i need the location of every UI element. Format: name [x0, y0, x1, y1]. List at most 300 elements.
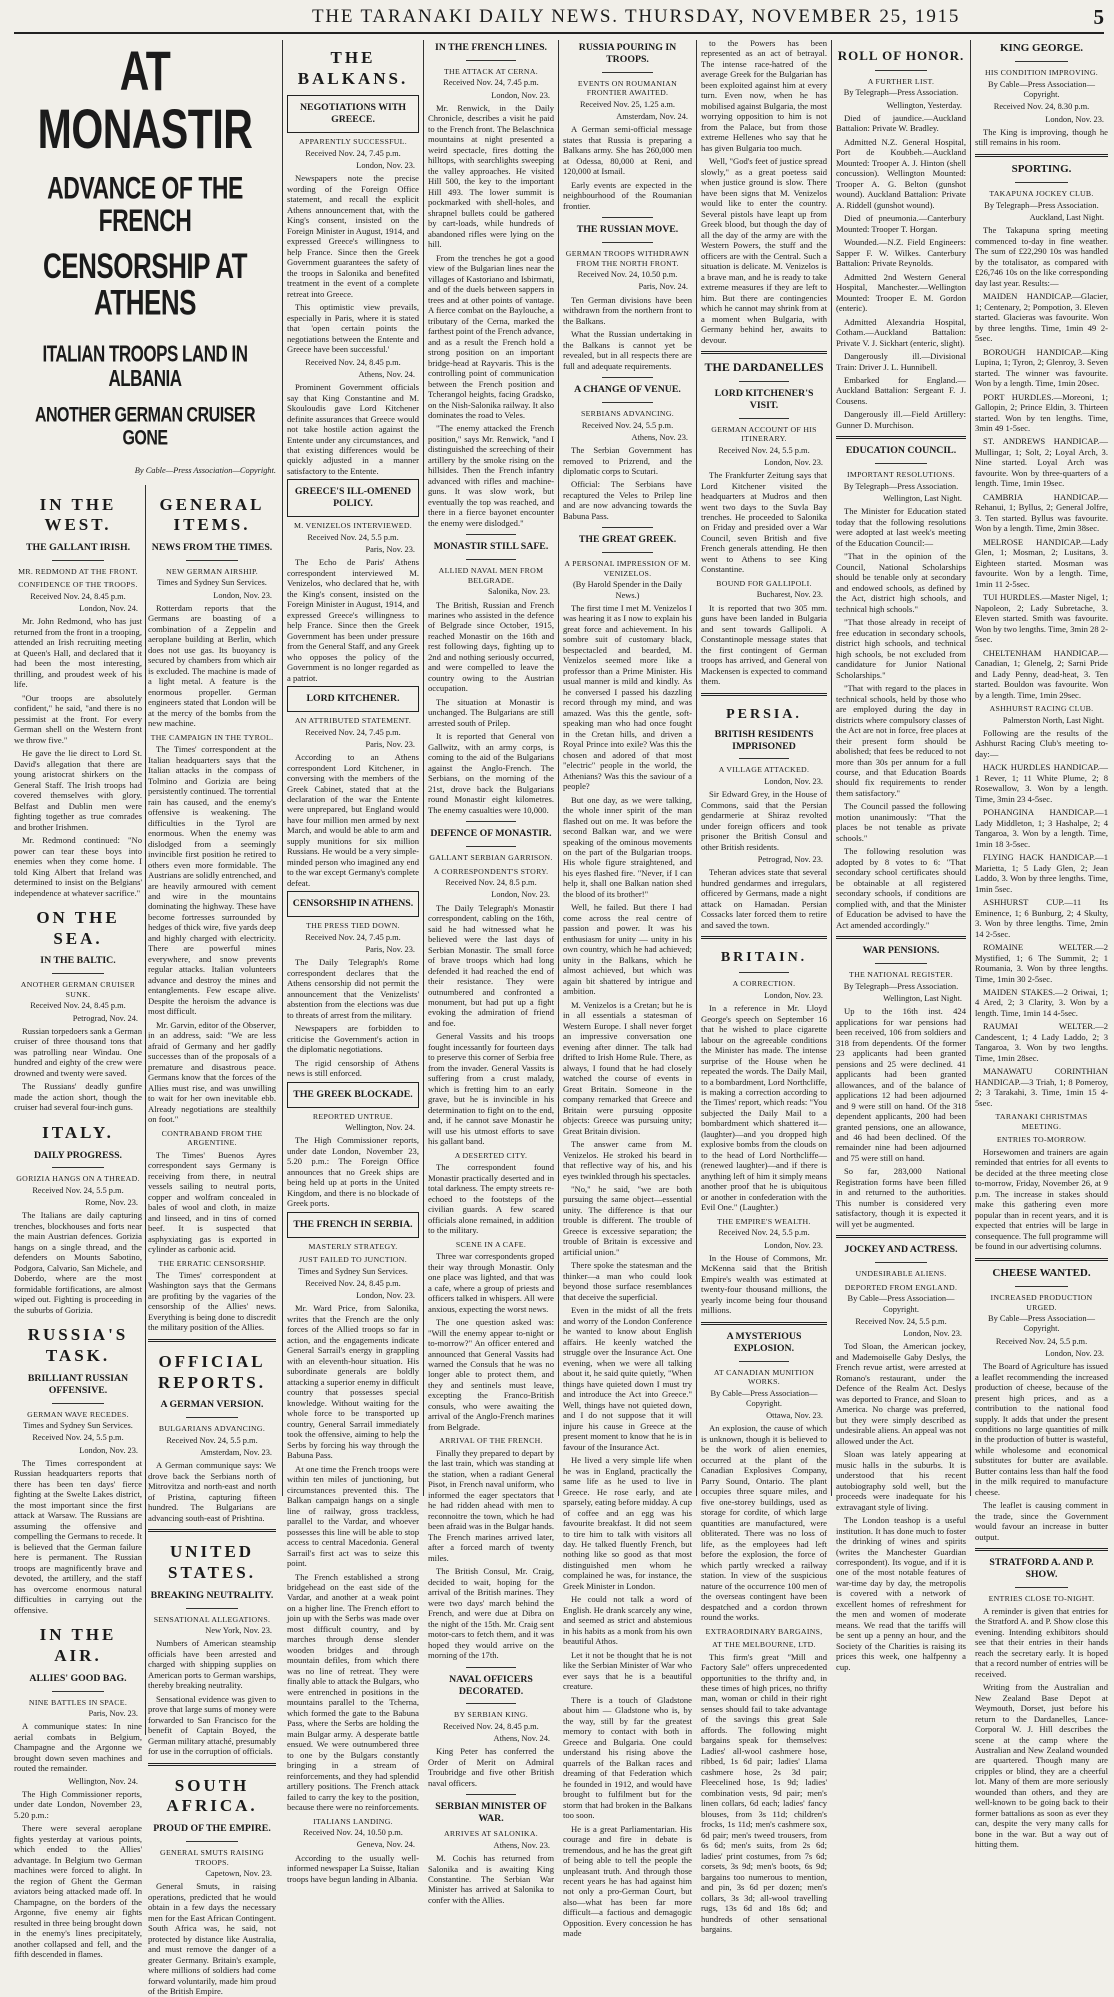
paragraph: The Italians are daily capturing trenches, blockhouses and forts near the main Austrian defences. Gorizia hangs on a single thread, and the defenders on Mounts Sabotino, Podgora, Calvario, San Michele, and Doberdo, where are the most formidable fortifications, are almost wiped out. Fighting is proceeding in the suburbs of Gorizia.: [14, 1210, 142, 1315]
paragraph: Admitted Alexandria Hospital, Cotham.—Auckland Battalion: Private V. J. Sickhart (enteric, slight).: [836, 316, 966, 348]
paragraph: Early events are expected in the neighbourhood of the Roumanian frontier.: [563, 179, 692, 211]
paragraph: At one time the French troops were within ten miles of junctioning, but circumstances prevented this. The Balkan campaign hangs on a single line of railway, gross trackless, parallel to the Vardar, and whoever possesses this line will be able to stop access to central Macedonia. General Sarrail's first act was to seize this point.: [287, 1463, 419, 1569]
paragraph: POHANGINA HANDICAP.—1 Lady Middleton, 1; 3 Hashalpe, 2; 4 Tangaroa, 3. Won by a length. Time, 1min 18 3-5sec.: [975, 807, 1108, 849]
dateline: Received Nov. 25, 1.25 a.m.: [579, 99, 676, 109]
paragraph: The Times' Buenos Ayres correspondent says Germany is receiving from there, in neutral vessels sailing to neutral ports, copper and wolfram concealed in bales of wool and cloth, in maize and linseed, and in tins of corned beef. It is suspected that asphyxiating gas is exported in cylinder as carbonic acid.: [148, 1149, 276, 1255]
dateline: By Cable—Press Association—Copyright.: [847, 1294, 955, 1314]
dateline: Received Nov. 24, 5.5 p.m.: [32, 1185, 124, 1195]
paragraph: It is reported that two 305 mm. guns have been landed in Bulgaria and sent towards Gallipoli. A Constantinople message states that the first contingent of German troops has arrived, and General von Mackensen is expected to command them.: [701, 602, 827, 687]
sub-heading: THE GREAT GREEK.: [578, 534, 677, 546]
dateline-place: Paris, Nov. 23.: [88, 1709, 138, 1719]
paragraph: He lived a very simple life when he was in England, practically the same life as he used to live in Greece. He rose early, and ate sparsely, eating before midday. A cup of coffee and an egg was his favourite breakfast. It did not seem to tire him to talk with visitors all day. He talked fluently French, but nothing like so good as that most distinguished men whom he complained he was, for instance, the Greek Minister in London.: [563, 1455, 692, 1591]
paragraph: He is a great Parliamentarian. His courage and fire in debate is tremendous, and he has the great gift of being able to tell the people the unpleasant truth. And through those recent years he has had against him not only a pro-German Court, but also—what has been far more difficult—a factious and demagogic Opposition. Every concession he has made: [563, 1823, 692, 1939]
dateline: Times and Sydney Sun Services.: [157, 578, 267, 588]
dateline-place: Athens, Nov. 23.: [493, 1840, 550, 1850]
dateline-place: Wellington, Last Night.: [883, 494, 962, 504]
section-heading: RUSSIA'S TASK.: [27, 1325, 129, 1366]
paragraph: HACK HURDLES HANDICAP.—1 Rever, 1; 11 White Plume, 2; 8 Rosewallow, 3. Won by a length. Time, 3min 23 4-5sec.: [975, 762, 1108, 804]
dateline: By Telegraph—Press Association.: [843, 981, 959, 991]
rule-heading: ALLIED NAVAL MEN FROM BELGRADE.: [438, 566, 544, 585]
dateline-place: Amsterdam, Nov. 24.: [616, 112, 688, 122]
paragraph: A German semi-official message states that Russia is preparing a Balkans army. She has 260,000 men at Odessa, 80,000 at Reni, and 120,000 at Ismail.: [563, 124, 692, 177]
dateline: Received Nov. 24, 5.5 p.m.: [718, 1228, 810, 1238]
paragraph: Died of jaundice.—Auckland Battalion: Private W. Bradley.: [836, 112, 966, 134]
paragraph: PORT HURDLES.—Moreoni, 1; Gallopin, 2; Prince Eldin, 3. Thirteen started. Won by ten lengths. Time, 3min 49 1-5sec.: [975, 391, 1108, 433]
sub-heading: NEGOTIATIONS WITH GREECE.: [299, 102, 407, 126]
paragraph: The High Commissioner reports, under date London, November 23, 5.20 p.m.: The Foreign Office announces that no Greek ships are being held up at ports in the United Kingdom, and there is no blockade of Greek ports.: [287, 1135, 419, 1209]
paragraph: The one question asked was: "Will the enemy appear to-night or to-morrow?" An officer entered and announced that General Vassits had warned the Consuls that he was no longer able to protect them, and they and sentinels must leave, excepting the Franco-British consuls, who were awaiting the arrival of the Anglo-French marines from Belgrade.: [428, 1317, 554, 1432]
paragraph: The correspondent found Monastir practically deserted and in total darkness. The empty streets re-echoed to the footsteps of the civilian guards. A few scared officials alone remained, in addition to the military.: [428, 1162, 554, 1236]
section-heading: GENERAL ITEMS.: [159, 494, 265, 535]
paragraph: ROMAINE WELTER.—2 Mystified, 1; 6 The Summit, 2; 1 Roumania, 3. Won by three lengths. Time, 1min 30 2-5sec.: [975, 942, 1108, 984]
sub-heading: RUSSIA POURING IN TROOPS.: [578, 42, 677, 65]
paragraph: CHELTENHAM HANDICAP.—Canadian, 1; Glenelg, 2; Sarni Pride and Lady Penny, dead-heat, 3. Ten started. Bouldon was favourite. Won by a length. Time, 1min 29sec.: [975, 647, 1108, 700]
dateline-place: Paris, Nov. 23.: [365, 739, 415, 749]
russia-column: [563, 38, 692, 1939]
rule-heading: GALLANT SERBIAN GARRISON.: [429, 853, 553, 863]
dateline: By Cable—Press Association—Copyright.: [987, 79, 1095, 100]
sub-heading: BRILLIANT RUSSIAN OFFENSIVE.: [27, 1372, 129, 1396]
column-divider: [423, 40, 424, 1496]
rule-heading: JUST FAILED TO JUNCTION.: [299, 1255, 407, 1265]
dateline-place: London, Nov. 23.: [79, 1445, 138, 1455]
sub-heading: THE RUSSIAN MOVE.: [576, 224, 679, 236]
rule-heading: CONFIDENCE OF THE TROOPS.: [18, 580, 138, 590]
paragraph: The King is improving, though he still remains in his room.: [975, 126, 1108, 148]
dateline-place: London, Nov. 23.: [764, 776, 823, 786]
dateline-place: London, Nov. 23.: [356, 1291, 415, 1301]
dateline: By Telegraph—Press Association.: [843, 88, 959, 98]
section-heading: IN THE WEST.: [39, 494, 117, 535]
paragraph: ST. ANDREWS HANDICAP.—Mullingar, 1; Solt, 2; Loyal Arch, 3. Nine started. Loyal Arch was favourite. Won by three-quarters of a length. Time, 1min 19sec.: [975, 436, 1108, 489]
paragraph: But one day, as we were talking, the whole inner spirit of the man flashed out on me. It was before the second Balkan war, and we were speaking of the ominous movements on the part of the Bulgarian troops. His whole figure straightened, and his eyes flashed fire. "Never, if I can help it, shall one Balkan nation shed the blood of its brother!": [563, 794, 692, 899]
sub-heading: GREECE'S ILL-OMENED POLICY.: [294, 486, 412, 510]
dateline: Received Nov. 24, 5.5 p.m.: [166, 1435, 258, 1445]
dateline-place: London, Nov. 23.: [1045, 1348, 1104, 1358]
paragraph: There spoke the statesman and the thinker—a man who could look beyond those surface resemblances that deceive the superficial.: [563, 1260, 692, 1302]
column-divider: [696, 40, 697, 1496]
sub-heading: CHEESE WANTED.: [992, 1266, 1091, 1279]
masthead: [0, 0, 1114, 34]
masthead-title: THE TARANAKI DAILY NEWS. THURSDAY, NOVEMBER 25, 1915: [312, 6, 961, 27]
dateline-place: London, Nov. 23.: [213, 590, 272, 600]
rule-heading: MR. REDMOND AT THE FRONT.: [18, 566, 138, 576]
paragraph: Newspapers are forbidden to criticise the Government's action in the diplomatic negotiations.: [287, 1023, 419, 1055]
sub-heading: WAR PENSIONS.: [862, 945, 940, 957]
rule-heading: GENERAL SMUTS RAISING TROOPS.: [160, 1848, 264, 1867]
paragraph: From the trenches he got a good view of the Bulgarian lines near the villages of Kastoriano and Isbirmati, and of the duels between sappers in trees and at other points of vantage. A fierce combat on the Baylouche, a tributary of the Cerna, marked the farthest point of the French advance, and as a result the French hold a strong position on an important bridge-head at Rayvaris. This is the controlling point of communication between the French position and Tcherangol heights, facing Gradsko, on the Nish-Salonika railway. It also dominates the road to Veles.: [428, 252, 554, 420]
dateline: Received Nov. 24, 8.30 p.m.: [993, 102, 1090, 112]
dateline: Received Nov. 24, 7.45 p.m.: [305, 148, 401, 158]
rule-heading: REPORTED UNTRUE.: [312, 1111, 394, 1121]
dateline-place: Amsterdam, Nov. 23.: [200, 1448, 272, 1458]
paragraph: Sloan was lately appearing at music halls in the suburbs. It is understood that his recent autobiography sold well, but the proceeds were inadequate for his extravagant style of living.: [836, 1449, 966, 1512]
dateline: Received Nov. 24, 8.45 p.m.: [30, 591, 126, 601]
section-heading: ITALY.: [42, 1122, 114, 1142]
rule-heading: THE ATTACK AT CERNA.: [443, 66, 539, 76]
paragraph: The Times' correspondent at Washington says that the Germans are profiting by the vagaries of the censorship of the Allies' news. Everything is being done to discredit the military position of the Allies.: [148, 1270, 276, 1333]
section-heading: OFFICIAL REPORTS.: [158, 1351, 266, 1392]
deck-headline: ADVANCE OF THE FRENCH: [47, 170, 243, 238]
dateline-place: Rome, Nov. 23.: [85, 1198, 138, 1208]
paragraph: "That with regard to the places in technical schools, held by those who are employed during the day in districts where compulsory classes of the Act are not in force, free places at their present form should be abolished; that fees be reduced to not more than 30s per annum for a full course, and that Education Boards should fix requirements to render them satisfactory.": [836, 683, 966, 798]
dateline: Received Nov. 24, 7.45 p.m.: [305, 932, 401, 942]
section-heading: SOUTH AFRICA.: [166, 1775, 258, 1816]
paragraph: A communique states: In nine aerial combats in Belgium, Champagne and the Argonne we brought down seven machines and routed the remainder.: [14, 1721, 142, 1774]
dateline: Received Nov. 24, 5.5 p.m.: [718, 445, 810, 455]
roll-of-honor-column: [836, 38, 966, 1672]
rule-heading: ARRIVAL OF THE FRENCH.: [439, 1436, 543, 1446]
masthead-rule: [14, 32, 1104, 34]
paragraph: The Daily Telegraph's Monastir correspondent, cabling on the 16th, said he had witnessed what he believed were the last days of Serbian Monastir. The small force of brave troops which had long defended it had reached the end of their resistance. They were outnumbered and confronted a monument, but had put up a fight evoking the admiration of friend and foe.: [428, 902, 554, 1028]
paragraph: "That in the opinion of the Council, National Scholarships should be tenable only at secondary and endowed schools, as defined by the Act, district high schools, and technical high schools.": [836, 551, 966, 614]
dateline-place: Wellington, Nov. 24.: [68, 1776, 138, 1786]
dateline-place: Palmerston North, Last Night.: [1002, 715, 1104, 725]
section-heading: IN THE AIR.: [39, 1625, 117, 1665]
headline-box: [287, 95, 419, 133]
paragraph: Well, "God's feet of justice spread slowly," as a great poetess said when justice ground is slow. There have been signs that M. Venizelos would like to enter the country. Several pistols have leapt up from Greek blood, but though the day of all the day of the army are with the Western Powers, the stuff and the officers are with the Central. Such a situation is delicate. M. Venizelos is a brave man, and he is ready to take extreme measures if they are left to him. But there are contingencies which he cannot may shrink from at a moment when Bulgaria, with Germany behind her, awaits to devour.: [701, 156, 827, 345]
paragraph: Ten German divisions have been withdrawn from the northern front to the Balkans.: [563, 294, 692, 326]
rule-heading: ASHHURST RACING CLUB.: [989, 704, 1094, 714]
headline-box: [287, 1212, 419, 1238]
paragraph: to the Powers has been represented as an act of betrayal. The intense race-hatred of the average Greek for the Bulgarian has been exploited against him at every turn. Even now, when he has mobilised against Bulgaria, the most worrying opposition to him is not from the Palace, but from those extreme Hellenes who say that he has given Bulgaria too much.: [701, 38, 827, 153]
paragraph: The Echo de Paris' Athens correspondent interviewed M. Venizelos, who declared that he, with the King's consent, insisted on the Foreign Minister in August, 1914, and expressed Greece's willingness to help France. Since then the Greek Government has been under pressure from the General Staff, and any Greek who opposes the policy of the Government is no longer regarded as a patriot.: [287, 557, 419, 683]
paragraph: There is a touch of Gladstone about him — Gladstone who is, by the way, still by far the greatest memory to contact with both in Greece and Bulgaria. One could understand his rising above the quarrels of the Balkan races and dreaming of that Federation which he founded in 1912, and would have brought to fulfilment but for the storm that had broken in the Balkans too soon.: [563, 1694, 692, 1821]
paragraph: Up to the 16th inst. 424 applications for war pensions had been received, 106 from soldiers and 318 from dependents. Of the former 23 applicants had been granted pensions and 25 were declined. 41 applicants had been granted allowances, and of the balance of applications 12 had been adjourned and 9 were still on hand. Of the 318 dependent applicants, 200 had been granted pensions, one an allowance, and 46 had been declined. Of the remainder nine had been adjourned and 75 were still on hand.: [836, 1006, 966, 1163]
paragraph: MAIDEN STAKES.—2 Oriwai, 1; 4 Ared, 2; 3 Clarity, 3. Won by a length. Time, 1min 14 4-5sec.: [975, 987, 1108, 1018]
sub-heading: SPORTING.: [1011, 162, 1072, 175]
paragraph: Tod Sloan, the American jockey, and Mademoiselle Gaby Deslys, the French revue artist, were arrested at Romano's restaurant, under the Defence of the Realm Act. Deslys was deported to France, and Sloan to America. No charge was preferred, but they were simply described as undesirable aliens. An appeal was not allowed under the Act.: [836, 1341, 966, 1446]
paragraph: FLYING HACK HANDICAP.—1 Marietta, 1; 5 Lady Glen, 2; Jean Laddo, 3. Won by three lengths. Time, 1min 5sec.: [975, 852, 1108, 894]
rule-heading: EVENTS ON ROUMANIAN FRONTIER AWAITED.: [577, 78, 678, 98]
lead-story-column: [14, 38, 276, 1997]
rule-heading: NEW GERMAN AIRSHIP.: [166, 566, 258, 576]
column-divider: [145, 485, 146, 1735]
paragraph: The Daily Telegraph's Rome correspondent declares that the Athens censorship did not permit the announcement that the Venizelists' abstention from the elections was due to threats of arrest from the military.: [287, 957, 419, 1020]
dateline-place: Capetown, Nov. 23.: [205, 1869, 272, 1879]
dateline-place: Ottawa, Nov. 23.: [766, 1411, 823, 1421]
balkans-column: [287, 38, 419, 1884]
rule-heading: SCENE IN A CAFE.: [455, 1239, 527, 1249]
dateline-place: London, Nov. 23.: [1045, 114, 1104, 124]
paragraph: Let it not be thought that he is not like the Serbian Minister of War who ever says that he is a beautiful creature.: [563, 1649, 692, 1692]
paragraph: Admitted 2nd Western General Hospital, Manchester.—Wellington Mounted: Trooper E. M. Gordon (enteric).: [836, 271, 966, 314]
paragraph: Rotterdam reports that the Germans are boasting of a combination of a Zeppelin and aeroplane building at Berlin, which does not use gas. Its buoyancy is secured by chambers from which air is excluded. The machine is made of a light metal. A feature is the enormous propeller. German engineers stated that London will be at the mercy of the bombs from the new machine.: [148, 602, 276, 729]
rule-heading: A VILLAGE ATTACKED.: [718, 765, 810, 775]
rule-heading: BOUND FOR GALLIPOLI.: [716, 578, 812, 588]
paragraph: Writing from the Australian and New Zealand Base Depot at Weymouth, Dorset, just before his return to the Dardanelles, Lance-Corporal W. J. Hill describes the scene at the camp where the Australian and New Zealand wounded are quartered. Though many are cripples or blind, they are a cheerful lot. Many of them are more seriously wounded than others, and they are well-known to be going back to their former battalions as soon as ever they can, despite the very many calls for bone in the war. But a way out of hitting them.: [975, 1682, 1108, 1850]
dateline: Received Nov. 24, 8.45 p.m.: [443, 1721, 539, 1731]
paragraph: The High Commissioner reports, under date London, November 23, 5.20 p.m.:: [14, 1788, 142, 1820]
dateline: Received Nov. 24, 5.5 p.m.: [32, 1433, 124, 1443]
rule-heading: THE EMPIRE'S WEALTH.: [717, 1216, 811, 1226]
dateline: Received Nov. 24, 8.45 p.m.: [30, 1001, 126, 1011]
paragraph: Dangerously ill.—Divisional Train: Driver J. L. Hunnibell.: [836, 351, 966, 372]
paragraph: The London teashop is a useful institution. It has done much to foster the drinking of wines and spirits (writes the Manchester Guardian correspondent). Its vogue, and if it is one of the most notable features of war-time day by day, the metropolis is covered with a network of excellent homes of refreshment for the men and women of moderate means. We read that the tariffs will be sent up a penny an hour, and the Society of the Charities is raising its prices this week, one halfpenny a cup.: [836, 1515, 966, 1672]
dateline-place: Petrograd, Nov. 24.: [72, 1013, 138, 1023]
paragraph: The following resolution was adopted by 8 votes to 6: "That secondary school certificates should be obtainable at all registered secondary schools, if conditions are complied with, and that the Minister of Education be advised to have the Act amended accordingly.": [836, 846, 966, 930]
sub-heading: PROUD OF THE EMPIRE.: [153, 1823, 271, 1835]
paragraph: He gave the lie direct to Lord St. David's allegation that there are young aristocrat shirkers on the General Staff. The Irish troops had covered themselves with glory. Belfast and Dublin men were fighting together as true comrades and brother Irishmen.: [14, 748, 142, 832]
paragraph: The Takapuna spring meeting commenced to-day in fine weather. The sum of £22,290 10s was handled by the totalisator, as compared with £26,746 10s on the like corresponding day last year. Results:—: [975, 225, 1108, 288]
rule-heading: THE PRESS TIED DOWN.: [306, 921, 400, 931]
sub-heading: THE DARDANELLES: [704, 360, 824, 375]
sub-heading: EDUCATION COUNCIL.: [845, 445, 957, 457]
dateline-place: Paris, Nov. 23.: [365, 545, 415, 555]
paragraph: Numbers of American steamship officials have been arrested and charged with shipping supplies on American ports to German warships, thereby breaking neutrality.: [148, 1638, 276, 1691]
dateline: Received Nov. 24, 5.5 p.m.: [581, 420, 674, 430]
sub-heading: LORD KITCHENER'S VISIT.: [714, 387, 814, 411]
sub-heading: NEWS FROM THE TIMES.: [151, 541, 273, 553]
paragraph: MAIDEN HANDICAP.—Glacier, 1; Centenary, 2; Pompotion, 3. Eleven started. Glacieras was favourite. Won by three lengths. Time, 1min 49 2-5sec.: [975, 291, 1108, 344]
paragraph: A reminder is given that entries for the Stratford A. and P. Show close this evening. Intending exhibitors should see that their entries in their hands reach the secretary early. It is hoped that a record number of entries will be received.: [975, 1605, 1108, 1679]
paragraph: TUI HURDLES.—Master Nigel, 1; Napoleon, 2; Lady Subretache, 3. Eleven started. Smith was favourite. Won by two lengths. Time, 3min 28 2-5sec.: [975, 592, 1108, 645]
rule-heading: ITALIANS LANDING.: [313, 1816, 393, 1826]
dateline: Received Nov. 24, 7.45 p.m.: [305, 727, 401, 737]
sub-heading: ALLIES' GOOD BAG.: [29, 1672, 127, 1684]
right-subcolumn: [148, 485, 276, 1997]
section-heading: THE BALKANS.: [297, 48, 409, 88]
dateline-place: London, Nov. 23.: [903, 1329, 962, 1339]
paragraph: Admitted N.Z. General Hospital, Port de Koubbeh.—Auckland Mounted: Trooper A. J. Hinton (shell concussion). Wellington Mounted: Trooper A. G. Belton (gunshot wound). Auckland Battalion: Private A. Riddell (gunshot wound).: [836, 136, 966, 210]
paragraph: "The enemy attacked the French position," says Mr. Renwick, "and I distinguished the screeching of their artillery by the smoke rising on the hillsides. Then the French infantry advanced with rifles and machine-guns. It was slow work, but eventually the top was reached, and there in a fierce bayonet encounter the enemy were dislodged.": [428, 423, 554, 528]
paragraph: The Board of Agriculture has issued a leaflet recommending the increased production of cheese, because of the present high prices, and as a contribution to the national food supply. It adds that under the present conditions no large quantities of milk in the production of butter is wasteful, while wholesome and economical substitutes for butter are available. Butter contains less than half the food in the milk required to manufacture cheese.: [975, 1361, 1108, 1497]
main-headline: AT MONASTIR: [37, 40, 253, 161]
paragraph: Embarked for England.—Auckland Battalion: Sergeant F. J. Cousens.: [836, 375, 966, 406]
sub-heading: IN THE BALTIC.: [40, 955, 116, 967]
rule-heading: ENTRIES TO-MORROW.: [996, 1135, 1087, 1145]
rule-heading: ANOTHER GERMAN CRUISER SUNK.: [20, 980, 136, 999]
paragraph: MELROSE HANDICAP.—Lady Glen, 1; Mosman, 2; Lusitans, 3. Eighteen started. Mosman was favourite. Won by a length. Time, 1min 11 2-5sec.: [975, 536, 1108, 589]
dateline: Received Nov. 24, 8.5 p.m.: [445, 878, 537, 888]
paragraph: MANAWATU CORINTHIAN HANDICAP.—3 Triah, 1; 8 Pomeroy, 2; 3 Tarakahi, 3. Time, 1min 15 4-5sec.: [975, 1066, 1108, 1108]
rule-heading: THE NATIONAL REGISTER.: [849, 970, 953, 980]
paragraph: "No," he said, "we are both pursuing the same object—essential unity. The difference is that our trouble is different. The trouble of Greece is excessive separation; the trouble of Britain is excessive and artificial union.": [563, 1184, 692, 1257]
paragraph: Mr. Renwick, in the Daily Chronicle, describes a visit he paid to the French front. The Belaschnica mountains at night presented a weird spectacle, fires dotting the hilltops, with searchlights sweeping the valley approaches. He visited Hill 500, the key to the important Hill 493. The lower summit is pockmarked with shell-holes, and shrapnel bullets could be gathered by cart-loads, while hundreds of abandoned rifles were lying on the hill.: [428, 102, 554, 250]
paragraph: The situation at Monastir is unchanged. The Bulgarians are still arrested south of Prilep.: [428, 696, 554, 728]
dateline: Received Nov. 24, 8.45 p.m.: [305, 1278, 401, 1288]
sub-heading: BREAKING NEUTRALITY.: [150, 1589, 274, 1601]
rule-heading: GERMAN TROOPS WITHDRAWN FROM THE NORTH FRONT.: [565, 249, 690, 268]
paragraph: M. Cochis has returned from Salonika and is awaiting King Constantine. The Serbian War Minister has arrived at Salonika to confer with the Allies.: [428, 1853, 554, 1905]
rule-heading: MASTERLY STRATEGY.: [308, 1241, 398, 1251]
rule-heading: M. VENIZELOS INTERVIEWED.: [293, 521, 413, 531]
paragraph: CAMBRIA HANDICAP.—Rehanui, 1; Byllus, 2; General Jolfre, 3. Ten started. Byllus was favourite. Won by a length. Time, 2min 38sec.: [975, 491, 1108, 534]
sub-heading: THE GALLANT IRISH.: [25, 541, 131, 553]
sub-heading: KING GEORGE.: [999, 42, 1084, 54]
rule-heading: ARRIVES AT SALONIKA.: [443, 1829, 538, 1839]
rule-heading: ENTRIES CLOSE TO-NIGHT.: [988, 1594, 1095, 1604]
sub-heading: STRATFORD A. AND P. SHOW.: [989, 1557, 1094, 1581]
paragraph: King Peter has conferred the Order of Merit on Admiral Troubridge and five other British naval officers.: [428, 1746, 554, 1788]
paragraph: According to the usually well-informed newspaper La Suisse, Italian troops have begun landing in Albania.: [287, 1852, 419, 1884]
rule-heading: AT CANADIAN MUNITION WORKS.: [713, 1367, 815, 1387]
paragraph: There were several aeroplane fights yesterday at various points, which ended to the Allies' advantage. In Belgium two German machines were forced to alight. In the region of Ghent the German aviators being attacked made off. In Champagne, on the borders of the Argonne, five enemy air fights resulted in three being brought down in the enemy's lines precipitately, another collapsed and fell, and the fifth descended in flames.: [14, 1823, 142, 1960]
dateline-place: London, Nov. 23.: [764, 990, 823, 1000]
rule-heading: A DESERTED CITY.: [454, 1150, 528, 1160]
paragraph: The Minister for Education stated today that the following resolutions were adopted at last week's meeting of the Education Council:—: [836, 506, 966, 548]
sub-heading: THE FRENCH IN SERBIA.: [293, 1218, 413, 1230]
paragraph: The Council passed the following motion unanimously: "That the places be not tenable as private schools.": [836, 801, 966, 843]
paragraph: The rigid censorship of Athens news is still enforced.: [287, 1057, 419, 1079]
headline-box: [287, 686, 419, 712]
paragraph: The Russians' deadly gunfire made the action short, though the cruiser had several four-inch guns.: [14, 1081, 142, 1113]
paragraph: Prominent Government officials say that King Constantine and M. Skouloudis gave Lord Kitchener definite assurances that Greece would not take hostile action against the Entente under any circumstances, and that existing differences would be quickly adjusted in a manner satisfactory to the Entente.: [287, 382, 419, 476]
rule-heading: THE ERRATIC CENSORSHIP.: [158, 1258, 266, 1268]
paragraph: Official: The Serbians have recaptured the Veles to Prilep line and are now advancing towards the Babuna Pass.: [563, 479, 692, 521]
rule-heading: IMPORTANT RESOLUTIONS.: [846, 470, 956, 480]
headline-box: [287, 1082, 419, 1108]
paragraph: This firm's great "Mill and Factory Sale" offers unprecedented opportunities to the thrifty and, in these times of high prices, no thrifty man, woman or child in their right senses should fail to take advantage of the savings this great Sale affords. The following might bargains speak for themselves: Ladies' all-wool cashmere hose, ribbed, 1s 6d pair; ladies' Llama cashmere hose, 2s 3d pair; Fleecelined hose, 1s 9d; ladies' combination vests, 9d pair; men's linen collars, 6d each; ladies' fancy blouses, from 3s 11d; children's frocks, 1s 11d; men's cashmere sox, 6d pair; men's tweed trousers, from 6s 6d; men's suits, from 2s 6d; ladies' print costumes, from 7s 6d; corsets, 3s 9d; men's boots, 6s 9d; bargains too numerous to mention, and pin, 3s 6d per dozen; men's collars, 3s 3d; all-wool travelling rugs, 13s 6d and 18s 6d; and hundreds of other sensational bargains.: [701, 1651, 827, 1935]
paragraph: Dangerously ill.—Field Artillery: Gunner D. Murchison.: [836, 409, 966, 430]
sub-heading: BRITISH RESIDENTS IMPRISONED: [714, 728, 814, 752]
paragraph: A German communique says: We drove back the Serbians north of Mitrovitza and north-east and north of Pristina, capturing fifteen hundred. The Bulgarians are advancing south-east of Prishtina.: [148, 1460, 276, 1523]
dateline: Received Nov. 24, 10.50 p.m.: [577, 270, 678, 280]
page-number: 5: [1093, 5, 1104, 29]
paragraph: An explosion, the cause of which is unknown, though it is believed to be the work of alien enemies, occurred at the plant of the Canadian Explosives Company, Parry Sound, Ontario. The plant occupies three square miles, and five one-storey buildings, used as storage for cordite, of which large quantities are manufactured, were obliterated. There was no loss of life, as the employees had left before the explosion, the force of which partly wrecked a railway station. In view of the suspicious nature of the occurrence 100 men of the overseas contingent have been despatched and a cordon thrown round the works.: [701, 1423, 827, 1623]
dateline: Received Nov. 24, 5.5 p.m.: [307, 532, 399, 542]
paragraph: BOROUGH HANDICAP.—King Lupina, 1; Tyron, 2; Glenroy, 3. Seven started. The winner was favourite. Won by a length. Time, 1min 20sec.: [975, 346, 1108, 389]
dateline: Received Nov. 24, 5.5 p.m.: [995, 1336, 1088, 1346]
rule-heading: A CORRECTION.: [732, 979, 796, 989]
dateline-place: London, Nov. 23.: [764, 457, 823, 467]
paragraph: Sensational evidence was given to prove that large sums of money were forwarded to San Francisco for the benefit of Captain Boyed, the German military attaché, presumably for use in the corruption of officials.: [148, 1693, 276, 1757]
dateline-place: London, Nov. 23.: [491, 90, 550, 100]
paragraph: According to an Athens correspondent Lord Kitchener, in conversing with the members of the Greek Cabinet, stated that at the declaration of the war the Entente were unprepared, but England would have four million men armed by next March, and would be able to arm and supply munitions for six million Russians. He would be a very simple-minded person who imagined any end to the war except Germany's complete defeat.: [287, 752, 419, 888]
rule-heading: INCREASED PRODUCTION URGED.: [990, 1293, 1093, 1312]
paragraph: Died of pneumonia.—Canterbury Mounted: Trooper T. Horgan.: [836, 213, 966, 234]
paragraph: The Times correspondent at Russian headquarters reports that there has been ten days' fierce fighting at the Swelte Lakes district, the most important since the first attack at Warsaw. The Russians are assuming the offensive and compelling the Germans to recede. It is believed that the German failure here is permanent. The Russian troops are magnificently brave and devoted, the artillery, and the staff has overcome enormous natural difficulties in carrying out the offensive.: [14, 1457, 142, 1615]
dateline-place: Wellington, Last Night.: [883, 993, 962, 1003]
rule-heading: AT THE MELBOURNE, LTD.: [712, 1640, 816, 1650]
paragraph: Three war correspondents groped their way through Monastir. Only one place was lighted, and that was a cafe, where a group of priests and officers talked in whispers. All were anxious, expecting the worst news.: [428, 1251, 554, 1314]
dateline: (By Harold Spender in the Daily News.): [572, 580, 683, 600]
sub-heading: NAVAL OFFICERS DECORATED.: [449, 1673, 533, 1697]
rule-heading: DEPORTED FROM ENGLAND.: [844, 1282, 958, 1292]
headline-box: [287, 891, 419, 917]
rule-heading: APPARENTLY SUCCESSFUL.: [299, 137, 407, 147]
dateline-place: Wellington, Nov. 24.: [345, 1123, 415, 1133]
dardanelles-column: [701, 38, 827, 1935]
paragraph: So far, 283,000 National Registration forms have been filled in and returned to the authorities. This number is considered very satisfactory, though it is expected it will yet be augmented.: [836, 1166, 966, 1229]
paragraph: Mr. Redmond continued: "No power can tear these boys into enemies when they come home. I told King Albert that Ireland was determined to insist on the Belgians' independence at whatever sacrifice.": [14, 835, 142, 898]
paragraph: Mr. Garvin, editor of the Observer, in an address, said: "We are less afraid of Germany and her gadfly successes than of the proposals of a premature and disastrous peace. Germans know that the forces of the Allies must rise, and was unwilling to wait for her own inevitable ebb. Already negotiations are stealthily on foot.": [148, 1019, 276, 1125]
sub-heading: CENSORSHIP IN ATHENS.: [292, 898, 414, 910]
dateline-place: London, Nov. 23.: [764, 1240, 823, 1250]
rule-heading: UNDESIRABLE ALIENS.: [855, 1269, 947, 1279]
paragraph: It is reported that General von Gallwitz, with an army corps, is coming to the aid of the Bulgarians against the Anglo-French. The Serbians, on the morning of the 21st, drove back the Bulgarians round Monastir eight kilometres. The enemy casualties were 10,000.: [428, 731, 554, 815]
paragraph: The Times' correspondent at the Italian headquarters says that the Italian attacks in the compass of Tolmino and Gorizia are being persistently continued. The torrential rain has caused, and the enemy's offensive is weakening. The difficulties in the Tyrol are enormous. When the enemy was dislodged from a seemingly invincible first position he retired to others even more formidable. The Austrians are solidly entrenched, and are heavily armoured with cement and wire in the mountains dominating the highway. These have become fortresses surrounded by hedges of thick wire, five yards deep and highly charged with electricity. There are powerful mines everywhere, and snow prevents regular attacks. Italian volunteers advance and destroy the mines and entanglements. Few escape alive. Despite the heroism the advance is most difficult.: [148, 744, 276, 1017]
rule-heading: SENSATIONAL ALLEGATIONS.: [153, 1614, 271, 1624]
paragraph: Following are the results of the Ashhurst Racing Club's meeting to-day:—: [975, 727, 1108, 759]
rule-heading: THE CAMPAIGN IN THE TYROL.: [150, 732, 274, 742]
sub-heading: A GERMAN VERSION.: [160, 1399, 264, 1411]
headline-box: [287, 479, 419, 517]
lead-split-columns: [14, 485, 276, 1997]
paragraph: The Serbian Government has removed to Prizrend, and the diplomatic corps to Scutari.: [563, 445, 692, 476]
paragraph: Russian torpedoers sank a German cruiser of three thousand tons that was patrolling near Windau. One hundred and eighty of the crew were drowned and twenty were saved.: [14, 1025, 142, 1078]
paragraph: The answer came from M. Venizelos. He stroked his beard in that reflective way of his, and his eyes twinkled through his spectacles.: [563, 1139, 692, 1181]
column-divider: [831, 40, 832, 1496]
rule-heading: TAKAPUNA JOCKEY CLUB.: [989, 189, 1094, 199]
section-heading: ROLL OF HONOR.: [837, 48, 965, 63]
dateline-place: Paris, Nov. 24.: [638, 282, 688, 292]
rule-heading: GORIZIA HANGS ON A THREAD.: [16, 1174, 140, 1184]
column-divider: [282, 40, 283, 1496]
rule-heading: TARANAKI CHRISTMAS MEETING.: [995, 1112, 1088, 1131]
dateline-place: Athens, Nov. 23.: [631, 432, 688, 442]
column-divider: [970, 40, 971, 1496]
paragraph: What the Russian undertaking in the Balkans is cannot yet be revealed, but in all respects there are full and adequate requirements.: [563, 329, 692, 371]
dateline: Received Nov. 24, 10.50 p.m.: [303, 1828, 403, 1838]
sub-heading: IN THE FRENCH LINES.: [435, 42, 547, 53]
dateline-place: Auckland, Last Night.: [1029, 213, 1104, 223]
rule-heading: BULGARIANS ADVANCING.: [158, 1424, 266, 1434]
dateline-place: Petrograd, Nov. 23.: [757, 855, 823, 865]
paragraph: The British Consul, Mr. Craig, decided to wait, hoping for the arrival of the British marines. They were two days' march behind the French, and were due at Dibra on the night of the 15th. Mr. Craig sent motor-cars to fetch them, and it was hoped they would arrive on the morning of the 17th.: [428, 1566, 554, 1661]
sub-heading: JOCKEY AND ACTRESS.: [844, 1244, 958, 1256]
rule-heading: SERBIANS ADVANCING.: [580, 409, 675, 419]
dateline-place: London, Nov. 23.: [356, 161, 415, 171]
dateline: Times and Sydney Sun Services.: [298, 1266, 408, 1276]
paragraph: Mr. Ward Price, from Salonika, writes that the French are the only forces of the Allied troops so far in action, and the engagements indicate General Sarrail's energy in grappling with an eleventh-hour situation. His subordinate generals are boldly attacking a superior enemy in difficult country that possesses special knowledge. Without waiting for the whole force to be transported up country, General Sarrail immediately took the offensive, aiming to help the Serbs by forcing his way through the Babuna Pass.: [287, 1303, 419, 1461]
paragraph: Teheran advices state that several hundred gendarmes and irregulars, officered by Germans, made a night attack on Hamadan. Persian Cossacks later forced them to retire and saved the town.: [701, 867, 827, 930]
paragraph: The leaflet is causing comment in the trade, since the Government would favour an increase in butter output.: [975, 1500, 1108, 1542]
dateline-place: Athens, Nov. 24.: [358, 369, 415, 379]
column-divider: [558, 40, 559, 1496]
rule-heading: A PERSONAL IMPRESSION OF M. VENIZELOS.: [564, 559, 691, 578]
sub-heading: A CHANGE OF VENUE.: [574, 384, 681, 396]
dateline: Received Nov. 24, 5.5 p.m.: [855, 1316, 947, 1326]
paragraph: Finally they prepared to depart by the last train, which was standing at the station, when a radiant General Pisot, in French naval uniform, who informed the eager spectators that he had ridden ahead with men to reconnoitre the town, which he had been afraid was in the Bulgar hands. The French marines arrived later, after a forced march of twenty miles.: [428, 1447, 554, 1563]
paragraph: General Vassits and his troops fought incessantly for fourteen days to preserve this corner of Serbia free from the invader. General Vassits is suffering from a crust malady, which is fretting him to an early grave, but he is invincible in his determination to fight on to the end, and, if he cannot save Monastir he will use his utmost efforts to save his gallant band.: [428, 1031, 554, 1147]
dateline: By Cable—Press Association—Copyright.: [987, 1314, 1095, 1334]
dateline: Times and Sydney Sun Services.: [23, 1421, 133, 1431]
french-lines-column: [428, 38, 554, 1905]
sub-heading: DAILY PROGRESS.: [33, 1149, 122, 1161]
paragraph: M. Venizelos is a Cretan; but he is in all essentials a statesman of Western Europe. I shall never forget an impressive conversation one evening after dinner. The talk had drifted to Irish Home Rule. There, as always, I found that he had closely watched the course of events in Great Britain. Someone in the company remarked that Greece and Britain were pursuing opposite objects: Greece was pursuing unity; Great Britain division.: [563, 999, 692, 1136]
dateline: By Telegraph—Press Association.: [843, 481, 959, 491]
dateline-place: Wellington, Yesterday.: [886, 100, 962, 110]
paragraph: Well, he failed. But there I had come across the real centre of passion and power. It was his enthusiasm for unity — unity in his own country, which he had achieved; unity in the Balkans, which he almost achieved, but which was again bit shattered by intrigue and ambition.: [563, 902, 692, 997]
paragraph: In the House of Commons, Mr. McKenna said that the British Empire's wealth was estimated at twenty-four thousand millions, the yearly income being four thousand millions.: [701, 1252, 827, 1316]
sub-heading: THE GREEK BLOCKADE.: [293, 1088, 413, 1100]
section-heading: UNITED STATES.: [168, 1542, 256, 1582]
sub-heading: LORD KITCHENER.: [306, 693, 400, 705]
paragraph: The British, Russian and French marines who assisted in the defence of Belgrade since October, 1915, reached Monastir on the 16th and rest following days, fighting up to 2nd and nothing seriously occurred, and were compelled to leave the country owing to the Austrian occupation.: [428, 599, 554, 694]
paragraph: This optimistic view prevails, especially in Paris, where it is stated that 'open certain points the negotiations between the Entente and Greece have been successful.': [287, 302, 419, 355]
dateline-place: Bucharest, Nov. 23.: [756, 590, 823, 600]
paragraph: Newspapers note the precise wording of the Foreign Office statement, and recall the explicit Athens announcement that, with the King's consent, insisted on the Foreign Minister in August, 1914, and expressed Greece's willingness to help France. Since then the Greek Government guarantees the safety of the troops in Salonika and benefited treatment in the event of a complete retreat into Greece.: [287, 173, 419, 299]
deck-headline: ANOTHER GERMAN CRUISER GONE: [34, 403, 256, 450]
section-heading: PERSIA.: [726, 706, 802, 722]
paragraph: "Our troops are absolutely confident," he said, "and there is no pessimist at the front. For every German shell on the Western front we throw five.": [14, 692, 142, 745]
sub-heading: A MYSTERIOUS EXPLOSION.: [726, 1330, 802, 1354]
dateline-place: Geneva, Nov. 24.: [356, 1840, 415, 1850]
dateline: By Telegraph—Press Association.: [984, 200, 1099, 210]
paragraph: Even in the midst of all the frets and worry of the London Conference he wanted to know about English affairs. He keenly watched the struggle over the Insurance Act. One evening, when we were all talking about it, he said quite quietly, "When things have quieted down I must try and introduce the Act into Greece." Well, things have not quieted down, and I do not suppose that it will injure his cause in Greece at the present moment to know that he is in favour of the Insurance Act.: [563, 1305, 692, 1452]
paragraph: RAUMAI WELTER.—2 Candescent, 1; 4 Lady Laddo, 2; 3 Tangaroa, 3. Won by two lengths. Time, 1min 28sec.: [975, 1021, 1108, 1063]
rule-heading: GERMAN WAVE RECEDES.: [27, 1409, 129, 1419]
dateline-place: Salonika, Nov. 23.: [487, 587, 550, 597]
rule-heading: BY SERBIAN KING.: [453, 1710, 529, 1720]
sub-heading: MONASTIR STILL SAFE.: [433, 541, 549, 553]
rule-heading: GERMAN ACCOUNT OF HIS ITINERARY.: [711, 424, 817, 444]
dateline: By Cable—Press Association—Copyright.: [710, 1388, 818, 1408]
paragraph: The Frankfurter Zeitung says that Lord Kitchener visited the headquarters at Mudros and then went two days to the Suvla Bay trenches. He proceeded to Salonika on Friday and presided over a War Council, seven British and five French generals attending. He then went to Athens to see King Constantine.: [701, 470, 827, 575]
paragraph: He could not talk a word of English. He drank scarcely any wine, and seemed as strict and abstemious in his habits as a monk from his own beautiful Athos.: [563, 1594, 692, 1647]
rule-heading: HIS CONDITION IMPROVING.: [984, 68, 1099, 78]
